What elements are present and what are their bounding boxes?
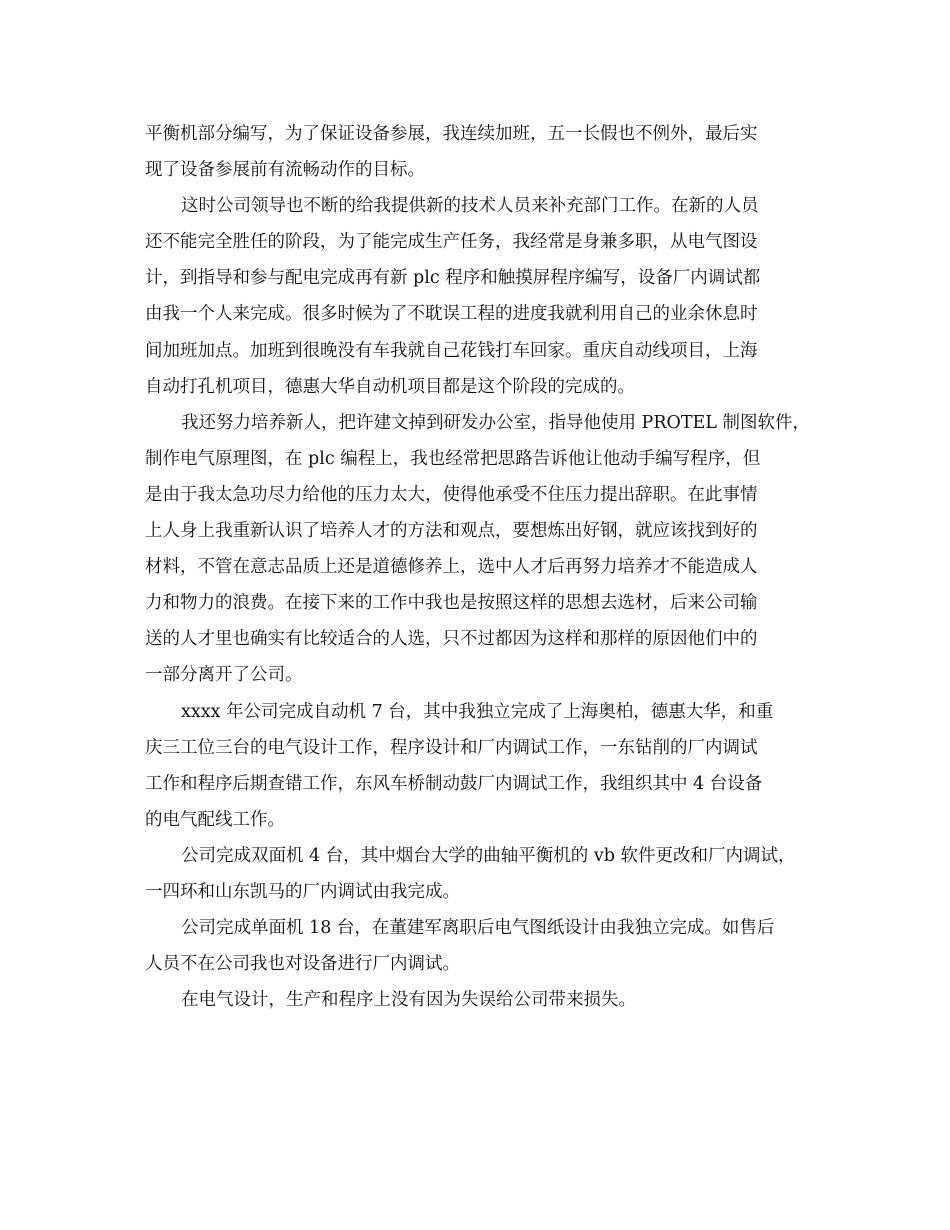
text-line: 这时公司领导也不断的给我提供新的技术人员来补充部门工作。在新的人员	[181, 196, 759, 217]
text-line: 庆三工位三台的电气设计工作，程序设计和厂内调试工作，一东钻削的厂内调试	[145, 737, 758, 758]
text-line: 公司完成双面机 4 台，其中烟台大学的曲轴平衡机的 vb 软件更改和厂内调试，	[181, 845, 796, 866]
text-line: 制作电气原理图，在 plc 编程上，我也经常把思路告诉他让他动手编写程序，但	[145, 448, 761, 469]
paragraph	[145, 188, 825, 405]
text-line: 材料，不管在意志品质上还是道德修养上，选中人才后再努力培养才不能造成人	[145, 557, 758, 578]
text-line: 一部分离开了公司。	[145, 665, 303, 686]
text-line: 人员不在公司我也对设备进行厂内调试。	[145, 954, 460, 975]
text-line: 工作和程序后期查错工作，东风车桥制动鼓厂内调试工作，我组织其中 4 台设备	[145, 773, 763, 794]
text-line: 送的人才里也确实有比较适合的人选，只不过都因为这样和那样的原因他们中的	[145, 629, 758, 650]
text-line: 由我一个人来完成。很多时候为了不耽误工程的进度我就利用自己的业余休息时	[145, 304, 758, 325]
paragraph	[145, 694, 825, 838]
text-line: xxxx 年公司完成自动机 7 台，其中我独立完成了上海奥柏，德惠大华，和重	[181, 701, 774, 722]
text-line: 上人身上我重新认识了培养人才的方法和观点，要想炼出好钢，就应该找到好的	[145, 521, 758, 542]
text-line: 我还努力培养新人，把许建文掉到研发办公室，指导他使用 PROTEL 制图软件，	[181, 412, 810, 433]
text-line: 的电气配线工作。	[145, 809, 285, 830]
text-line: 自动打孔机项目，德惠大华自动机项目都是这个阶段的完成的。	[145, 376, 635, 397]
document-body	[145, 116, 825, 1018]
text-line: 是由于我太急功尽力给他的压力太大，使得他承受不住压力提出辞职。在此事情	[145, 484, 758, 505]
paragraph	[145, 982, 825, 1018]
paragraph	[145, 838, 825, 910]
text-line: 还不能完全胜任的阶段，为了能完成生产任务，我经常是身兼多职，从电气图设	[145, 232, 758, 253]
text-line: 计，到指导和参与配电完成再有新 plc 程序和触摸屏程序编写，设备厂内调试都	[145, 268, 761, 289]
paragraph	[145, 910, 825, 982]
text-line: 力和物力的浪费。在接下来的工作中我也是按照这样的思想去选材，后来公司输	[145, 593, 758, 614]
paragraph	[145, 405, 825, 694]
text-line: 在电气设计，生产和程序上没有因为失误给公司带来损失。	[181, 990, 636, 1011]
text-line: 间加班加点。加班到很晚没有车我就自己花钱打车回家。重庆自动线项目，上海	[145, 340, 758, 361]
paragraph	[145, 116, 825, 188]
text-line: 公司完成单面机 18 台，在董建军离职后电气图纸设计由我独立完成。如售后	[181, 918, 775, 939]
text-line: 平衡机部分编写，为了保证设备参展，我连续加班，五一长假也不例外，最后实	[145, 124, 758, 144]
text-line: 一四环和山东凯马的厂内调试由我完成。	[145, 881, 460, 902]
text-line: 现了设备参展前有流畅动作的目标。	[145, 160, 425, 181]
